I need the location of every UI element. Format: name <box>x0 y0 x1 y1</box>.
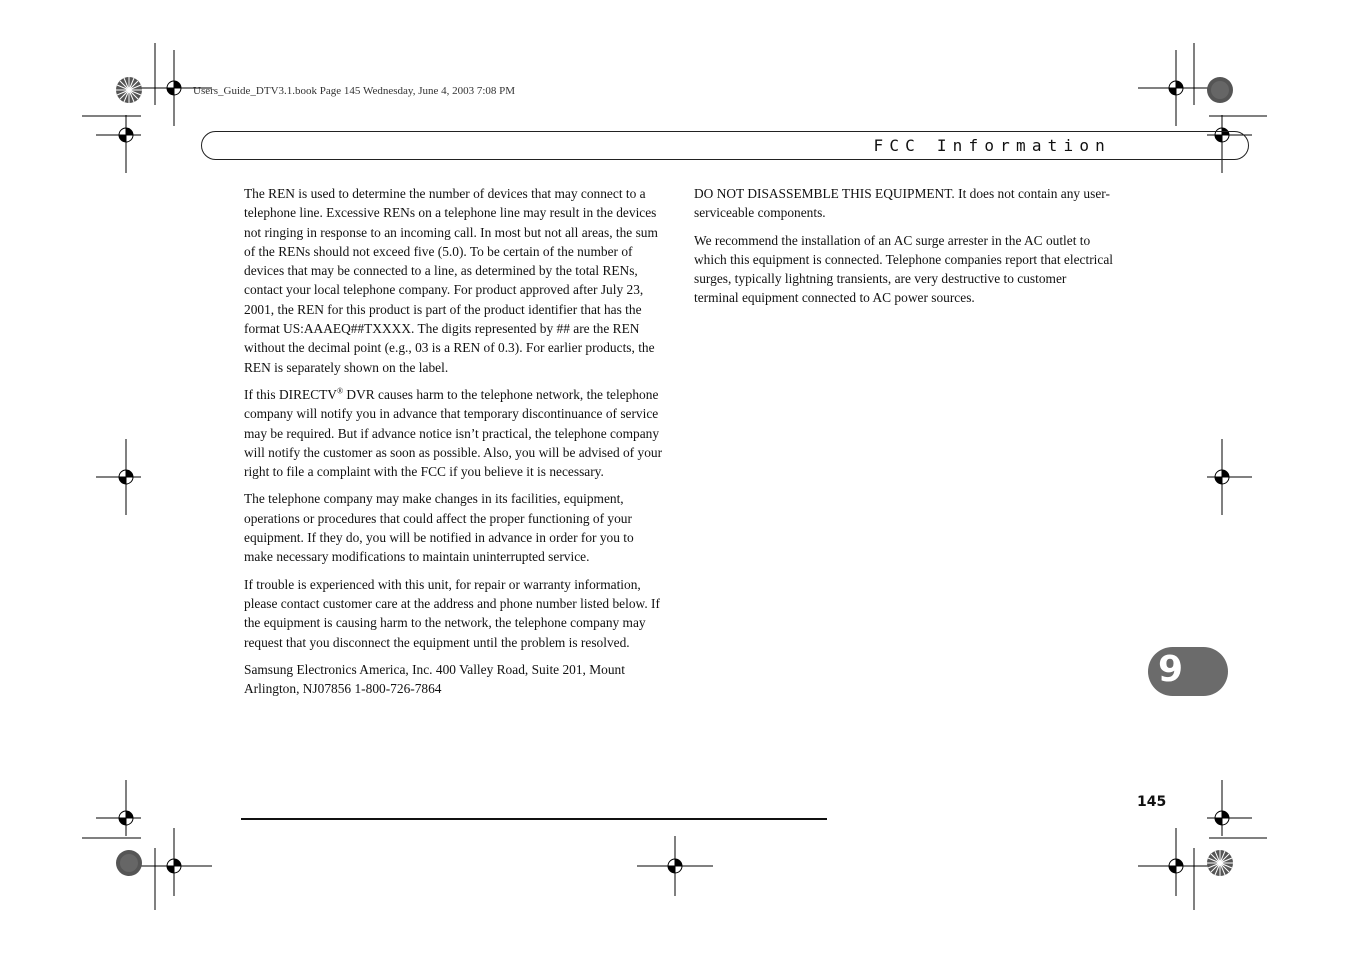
color-bar-target-icon <box>116 77 142 103</box>
registration-mark-icon <box>96 780 141 836</box>
registration-mark-icon <box>1138 828 1214 896</box>
print-slug: Users_Guide_DTV3.1.book Page 145 Wednesday, June 4, 2003 7:08 PM <box>193 85 516 97</box>
section-title: FCC Information <box>873 136 1111 155</box>
registration-mark-icon <box>96 439 141 515</box>
paragraph <box>244 385 664 481</box>
registration-mark-icon <box>136 828 212 896</box>
text-run: DVR causes harm to the telephone network, the telephone company will notify you in advance that temporary discontinuance of service may be required. But if advance notice isn’t practical, the telephone company will notify the customer as soon as possible. Also, you will be advised of your right to file a complaint with the FCC if you believe it is necessary. <box>244 386 663 480</box>
color-bar-target-icon <box>116 850 142 876</box>
registration-mark-icon <box>96 115 141 173</box>
text-run: If this DIRECTV <box>244 386 337 402</box>
paragraph: Samsung Electronics America, Inc. 400 Valley Road, Suite 201, Mount Arlington, NJ07856 1-800-726-7864 <box>244 661 625 697</box>
paragraph: We recommend the installation of an AC surge arrester in the AC outlet to which this equipment is connected. Telephone companies report that electrical surges, typically lightning transients, are very destructive to customer terminal equipment connected to AC power sources. <box>694 232 1113 306</box>
page-number: 145 <box>1137 794 1167 810</box>
registration-mark-icon <box>1138 50 1214 126</box>
paragraph: The REN is used to determine the number of devices that may connect to a telephone line. Excessive RENs on a telephone line may result in the devices not ringing in response to an incoming call. In most but not all areas, the sum of the RENs should not exceed five (5.0). To be certain of the number of devices that may be connected to a line, as determined by the total RENs, contact your local telephone company. For product approved after July 23, 2001, the REN for this product is part of the product identifier that has the format US:AAAEQ##TXXXX. The digits represented by ## are the REN without the decimal point (e.g., 03 is a REN of 0.3). For earlier products, the REN is separately shown on the label. <box>244 186 658 375</box>
footer-rule <box>241 818 827 820</box>
left-column <box>244 184 664 706</box>
registration-mark-icon <box>637 836 713 896</box>
paragraph: If trouble is experienced with this unit, for repair or warranty information, please contact customer care at the address and phone number listed below. If the equipment is causing harm to the network, the telephone company may request that you disconnect the equipment until the problem is resolved. <box>244 576 660 650</box>
registration-mark-icon <box>1207 439 1252 515</box>
paragraph: The telephone company may make changes in its facilities, equipment, operations or procedures that could affect the proper functioning of your equipment. If they do, you will be notified in advance in order for you to make necessary modifications to maintain uninterrupted service. <box>244 491 634 565</box>
registered-mark: ® <box>336 386 344 396</box>
chapter-tab <box>1148 647 1228 696</box>
registration-mark-icon <box>1207 780 1252 836</box>
paragraph: DO NOT DISASSEMBLE THIS EQUIPMENT. It does not contain any user-serviceable components. <box>694 186 1110 221</box>
color-bar-target-icon <box>1207 850 1233 876</box>
color-bar-target-icon <box>1207 77 1233 103</box>
right-column <box>694 184 1114 316</box>
chapter-number: 9 <box>1158 649 1184 690</box>
